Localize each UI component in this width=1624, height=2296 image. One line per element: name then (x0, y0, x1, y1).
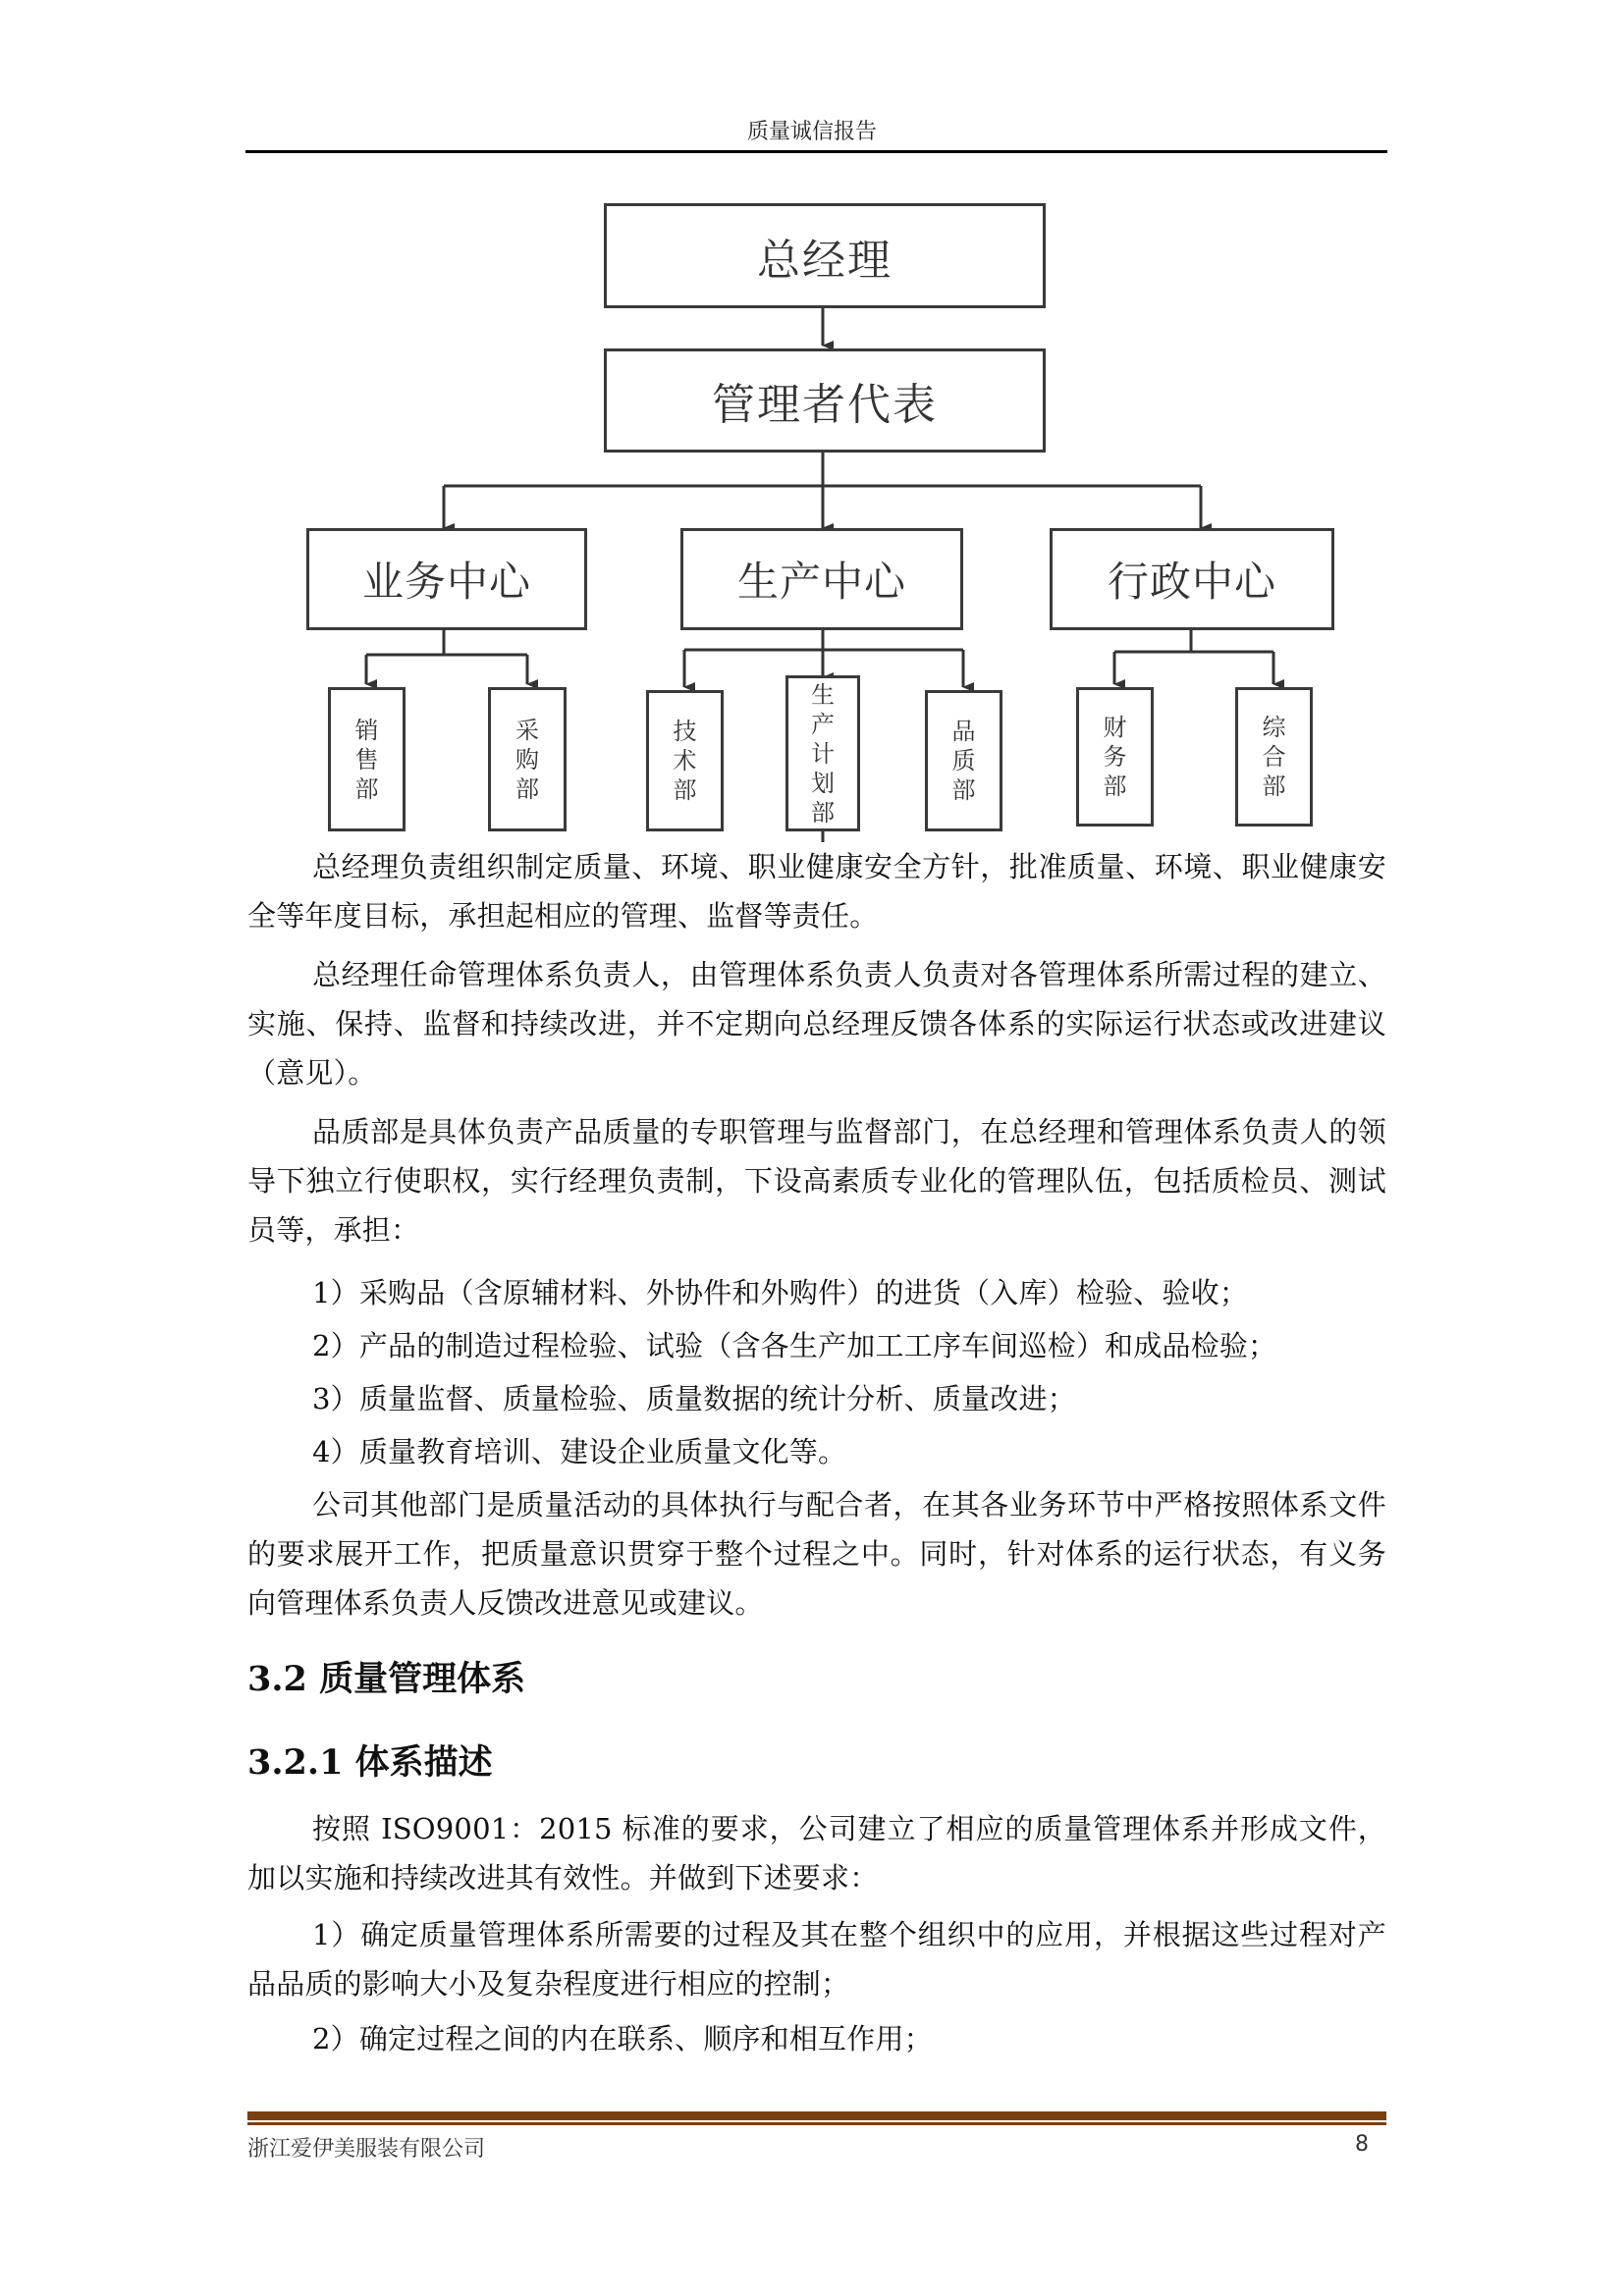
org-node-label: 生产中心 (736, 558, 906, 606)
footer-rule-thick (247, 2111, 1386, 2120)
org-node-label: 管理者代表 (712, 380, 938, 430)
org-node-label: 财务部 (1103, 714, 1127, 800)
org-node-label: 品质部 (951, 718, 976, 804)
org-node-purchasing-dept (488, 687, 567, 831)
org-node-finance-dept (1076, 687, 1154, 827)
footer-company-name: 浙江爱伊美服装有限公司 (247, 2137, 486, 2162)
duty-item: 4）质量教育培训、建设企业质量文化等。 (312, 1435, 847, 1468)
org-node-planning-dept (785, 675, 860, 831)
duty-item: 2）产品的制造过程检验、试验（含各生产加工工序车间巡检）和成品检验； (312, 1329, 1277, 1362)
org-node-quality-dept (925, 690, 1002, 831)
running-header-title: 质量诚信报告 (746, 120, 877, 144)
org-node-tech-dept (646, 690, 724, 831)
page-number: 8 (1355, 2132, 1369, 2157)
paragraph-quality-dept: 品质部是具体负责产品质量的专职管理与监督部门，在总经理和管理体系负责人的领导下独立行使职权，实行经理负责制，下设高素质专业化的管理队伍，包括质检员、测试员等，承担： (247, 1115, 1386, 1247)
org-node-label: 采购部 (515, 716, 539, 803)
duty-item: 1）采购品（含原辅材料、外协件和外购件）的进货（入库）检验、验收； (312, 1276, 1249, 1309)
org-node-label: 综合部 (1262, 714, 1286, 800)
paragraph-gm-appointment: 总经理任命管理体系负责人，由管理体系负责人负责对各管理体系所需过程的建立、实施、保持、监督和持续改进，并不定期向总经理反馈各体系的实际运行状态或改进建议（意见）。 (247, 958, 1386, 1090)
paragraph-other-depts: 公司其他部门是质量活动的具体执行与配合者，在其各业务环节中严格按照体系文件的要求展开工作，把质量意识贯穿于整个过程之中。同时，针对体系的运行状态，有义务向管理体系负责人反馈改进意见或建议。 (247, 1488, 1386, 1620)
org-node-general-manager (604, 203, 1046, 308)
org-node-business-center (306, 528, 587, 630)
org-node-sales-dept (328, 687, 406, 831)
paragraph-gm-responsibility: 总经理负责组织制定质量、环境、职业健康安全方针，批准质量、环境、职业健康安全等年度目标，承担起相应的管理、监督等责任。 (247, 850, 1386, 933)
org-node-label: 技术部 (673, 718, 697, 804)
requirement-item: 1）确定质量管理体系所需要的过程及其在整个组织中的应用，并根据这些过程对产品品质的影响大小及复杂程度进行相应的控制； (247, 1918, 1386, 2001)
paragraph-system-intro: 按照 ISO9001：2015 标准的要求，公司建立了相应的质量管理体系并形成文件，加以实施和持续改进其有效性。并做到下述要求： (247, 1812, 1386, 1895)
subsection-heading: 3.2.1 体系描述 (247, 1742, 493, 1783)
org-node-label: 销售部 (354, 716, 379, 803)
org-node-label: 业务中心 (361, 558, 531, 606)
org-node-label: 总经理 (757, 235, 893, 286)
org-node-label: 行政中心 (1107, 558, 1276, 606)
org-node-admin-center (1050, 528, 1334, 630)
section-heading: 3.2 质量管理体系 (247, 1659, 526, 1699)
footer-rule-thin (247, 2122, 1386, 2125)
org-node-label: 生产计划部 (811, 680, 835, 827)
duty-item: 3）质量监督、质量检验、质量数据的统计分析、质量改进； (312, 1382, 1076, 1415)
requirement-item: 2）确定过程之间的内在联系、顺序和相互作用； (312, 2022, 933, 2056)
org-node-management-rep (604, 348, 1046, 453)
org-node-general-dept (1235, 687, 1313, 827)
org-node-production-center (680, 528, 963, 630)
